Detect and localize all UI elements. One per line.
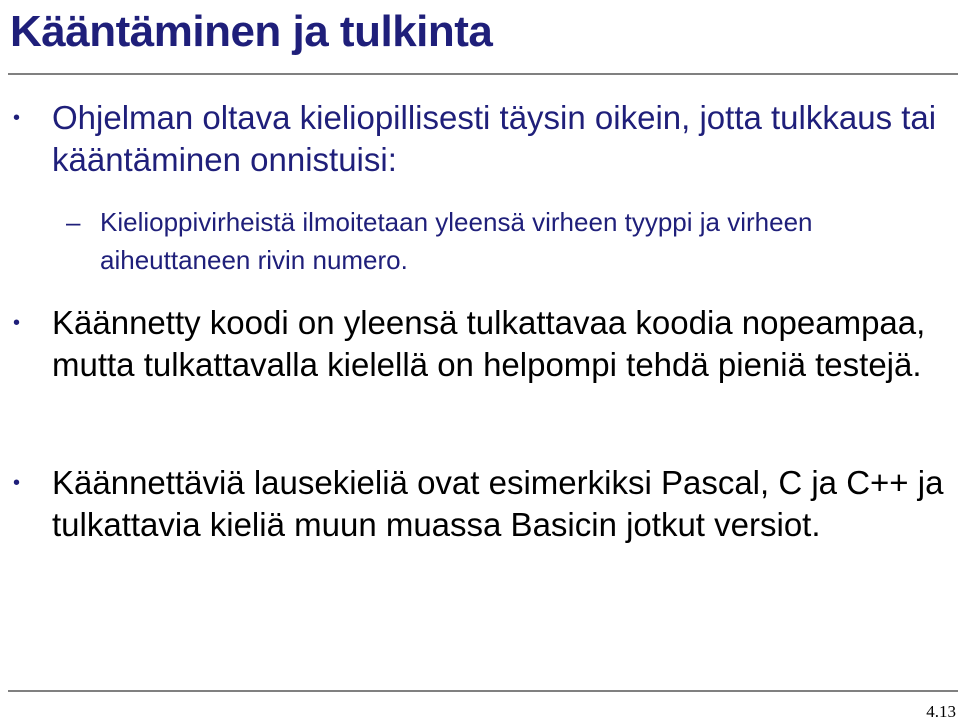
bullet-marker: •	[13, 472, 21, 494]
bullet-marker: •	[13, 107, 21, 129]
bullet-marker: •	[13, 312, 21, 334]
title-divider	[8, 73, 958, 75]
bullet-3	[13, 462, 947, 546]
bullet-1	[13, 97, 947, 181]
slide-title: Kääntäminen ja tulkinta	[10, 7, 493, 56]
sub-bullet-marker: –	[66, 207, 81, 237]
bullet-2	[13, 302, 947, 386]
page-number: 4.13	[926, 702, 956, 721]
footer-divider	[8, 690, 958, 692]
bullet-3-text: Käännettäviä lausekieliä ovat esimerkiksi Pascal, C ja C++ ja tulkattavia kieliä muun muassa Basicin jotkut versiot.	[52, 464, 944, 543]
sub-bullet-1-text: Kielioppivirheistä ilmoitetaan yleensä virheen tyyppi ja virheen aiheuttaneen rivin numero.	[100, 207, 813, 275]
bullet-2-text: Käännetty koodi on yleensä tulkattavaa koodia nopeampaa, mutta tulkattavalla kielellä on helpompi tehdä pieniä testejä.	[52, 304, 926, 383]
sub-bullet-1	[66, 203, 940, 279]
bullet-1-text: Ohjelman oltava kieliopillisesti täysin oikein, jotta tulkkaus tai kääntäminen onnistuisi:	[52, 99, 937, 178]
